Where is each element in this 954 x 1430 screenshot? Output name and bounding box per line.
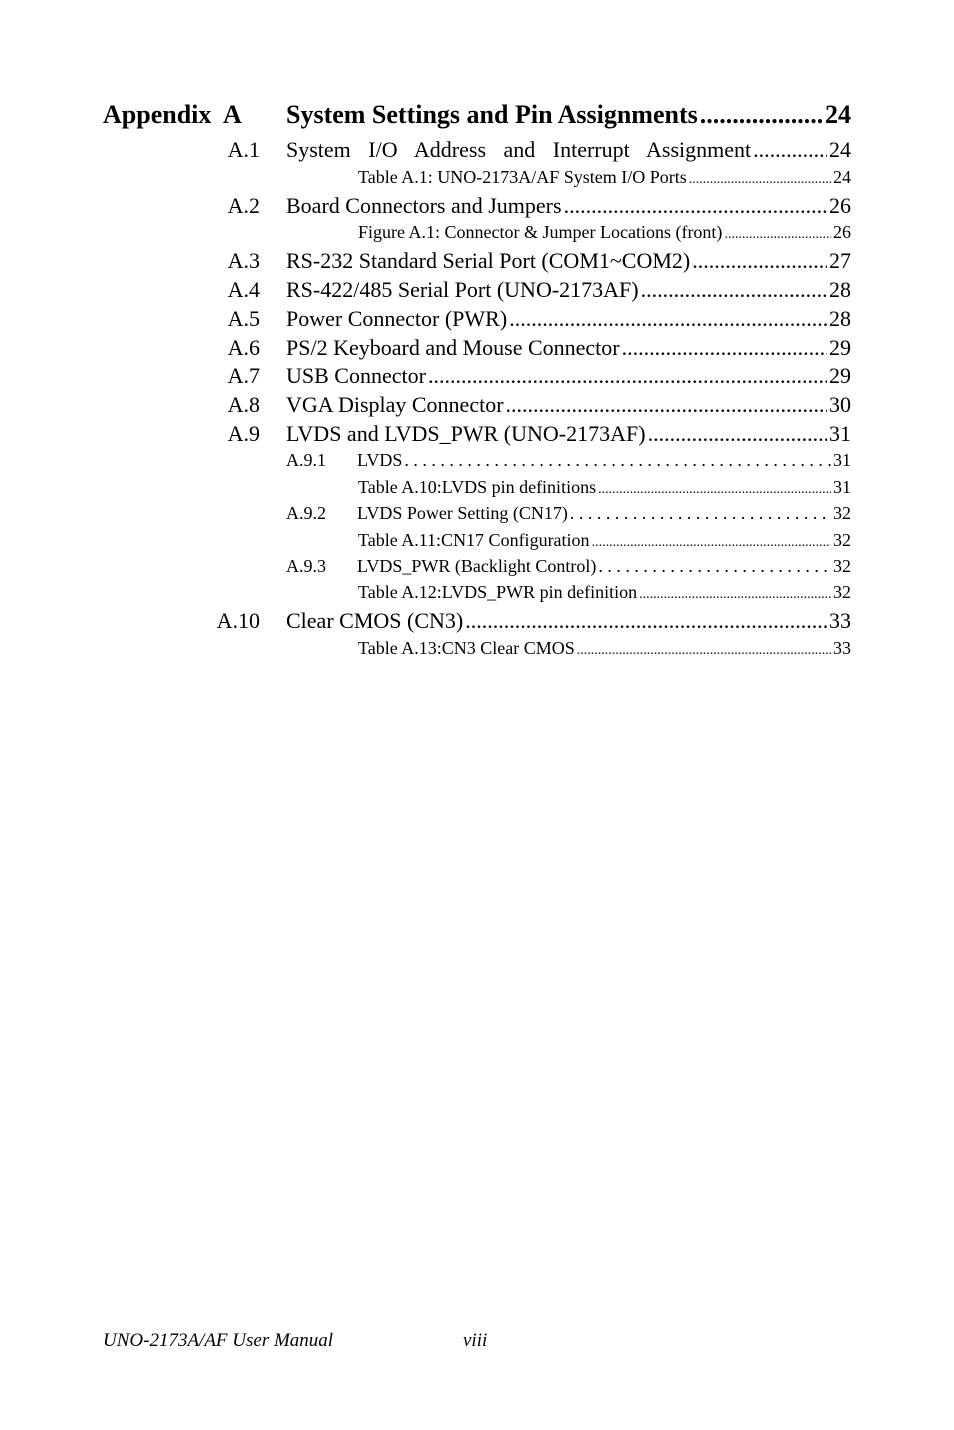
- subsection-number: A.9.2: [286, 503, 326, 523]
- page-number: 27: [829, 248, 851, 273]
- page-number: 32: [833, 530, 851, 550]
- dot-leader: [465, 608, 827, 634]
- section-number: A.7: [227, 363, 260, 388]
- section-number: A.8: [227, 392, 260, 417]
- section-title: RS-232 Standard Serial Port (COM1~COM2): [286, 248, 691, 273]
- dot-leader: [689, 172, 831, 188]
- section-title: VGA Display Connector: [286, 392, 504, 417]
- page-number: 32: [833, 582, 851, 602]
- toc-entry-a5[interactable]: [200, 306, 851, 332]
- toc-entry-a3[interactable]: [200, 248, 851, 274]
- toc-entry-a10[interactable]: [200, 608, 851, 634]
- page-number: 24: [833, 167, 851, 187]
- appendix-label: Appendix A: [103, 100, 242, 129]
- dot-leader: [577, 643, 831, 659]
- section-number: A.4: [227, 277, 260, 302]
- table-title: Table A.11:CN17 Configuration: [358, 530, 590, 550]
- table-title: Table A.12:LVDS_PWR pin definition: [358, 582, 638, 602]
- page-number: 24: [829, 137, 851, 162]
- page-number: 33: [833, 638, 851, 658]
- toc-table-a11[interactable]: [358, 530, 851, 551]
- toc-entry-a2[interactable]: [200, 193, 851, 219]
- dot-leader: [724, 227, 831, 243]
- toc-entry-a7[interactable]: [200, 363, 851, 389]
- subsection-number: A.9.3: [286, 556, 326, 576]
- section-title: Power Connector (PWR): [286, 306, 508, 331]
- section-number: A.2: [227, 193, 260, 218]
- toc-table-a1[interactable]: [358, 167, 851, 188]
- toc-entry-a4[interactable]: [200, 277, 851, 303]
- section-title: RS-422/485 Serial Port (UNO-2173AF): [286, 277, 639, 302]
- section-title: System I/O Address and Interrupt Assignment: [286, 137, 752, 162]
- subsection-title: LVDS_PWR (Backlight Control): [357, 556, 597, 576]
- page-number: 31: [833, 450, 851, 470]
- dot-leader: [700, 100, 823, 130]
- section-number: A.9: [227, 421, 260, 446]
- page-number: 28: [829, 277, 851, 302]
- toc-table-a10[interactable]: [358, 477, 851, 498]
- page-number: 28: [829, 306, 851, 331]
- dot-leader: [592, 535, 831, 551]
- page-number: 29: [829, 363, 851, 388]
- dot-leader: [622, 335, 827, 361]
- toc-entry-a9[interactable]: [200, 421, 851, 447]
- dot-leader: [753, 137, 827, 163]
- section-number: A.10: [216, 608, 260, 633]
- toc-table-a12[interactable]: [358, 582, 851, 603]
- section-number: A.5: [227, 306, 260, 331]
- footer-manual-title: UNO-2173A/AF User Manual: [103, 1330, 334, 1351]
- section-title: Clear CMOS (CN3): [286, 608, 464, 633]
- page-number: 24: [825, 100, 851, 129]
- section-title: Board Connectors and Jumpers: [286, 193, 562, 218]
- toc-entry-a9-2[interactable]: [286, 503, 851, 524]
- dot-leader: [428, 363, 827, 389]
- page-number: 30: [829, 392, 851, 417]
- section-number: A.1: [227, 137, 260, 162]
- toc-entry-a1[interactable]: [200, 137, 851, 163]
- subsection-title: LVDS Power Setting (CN17): [357, 503, 568, 523]
- page-number: 33: [829, 608, 851, 633]
- table-title: Table A.13:CN3 Clear CMOS: [358, 638, 575, 658]
- page-number: 32: [833, 556, 851, 576]
- table-title: Table A.10:LVDS pin definitions: [358, 477, 597, 497]
- section-number: A.6: [227, 335, 260, 360]
- section-title: USB Connector: [286, 363, 426, 388]
- subsection-number: A.9.1: [286, 450, 326, 470]
- toc-appendix-heading[interactable]: [103, 100, 851, 130]
- toc-table-a13[interactable]: [358, 638, 851, 659]
- page-number: 26: [829, 193, 851, 218]
- dot-leader: [570, 503, 831, 524]
- toc-figure-a1[interactable]: [358, 222, 851, 243]
- toc-entry-a9-3[interactable]: [286, 556, 851, 577]
- dot-leader: [598, 482, 831, 498]
- appendix-title: System Settings and Pin Assignments: [286, 100, 698, 129]
- dot-leader: [692, 248, 827, 274]
- dot-leader: [564, 193, 827, 219]
- table-title: Table A.1: UNO-2173A/AF System I/O Ports: [358, 167, 687, 187]
- page-number: 32: [833, 503, 851, 523]
- page-number: 26: [833, 222, 851, 242]
- figure-title: Figure A.1: Connector & Jumper Locations (front): [358, 222, 723, 242]
- page-number: 29: [829, 335, 851, 360]
- dot-leader: [648, 421, 827, 447]
- toc-entry-a6[interactable]: [200, 335, 851, 361]
- page-number: 31: [833, 477, 851, 497]
- section-number: A.3: [227, 248, 260, 273]
- section-title: LVDS and LVDS_PWR (UNO-2173AF): [286, 421, 646, 446]
- dot-leader: [509, 306, 827, 332]
- dot-leader: [598, 556, 831, 577]
- dot-leader: [639, 587, 831, 603]
- page-number: 31: [829, 421, 851, 446]
- subsection-title: LVDS: [357, 450, 403, 470]
- footer-page-number: viii: [463, 1330, 488, 1351]
- dot-leader: [404, 450, 831, 471]
- toc-entry-a9-1[interactable]: [286, 450, 851, 471]
- toc-entry-a8[interactable]: [200, 392, 851, 418]
- section-title: PS/2 Keyboard and Mouse Connector: [286, 335, 620, 360]
- dot-leader: [506, 392, 827, 418]
- dot-leader: [641, 277, 827, 303]
